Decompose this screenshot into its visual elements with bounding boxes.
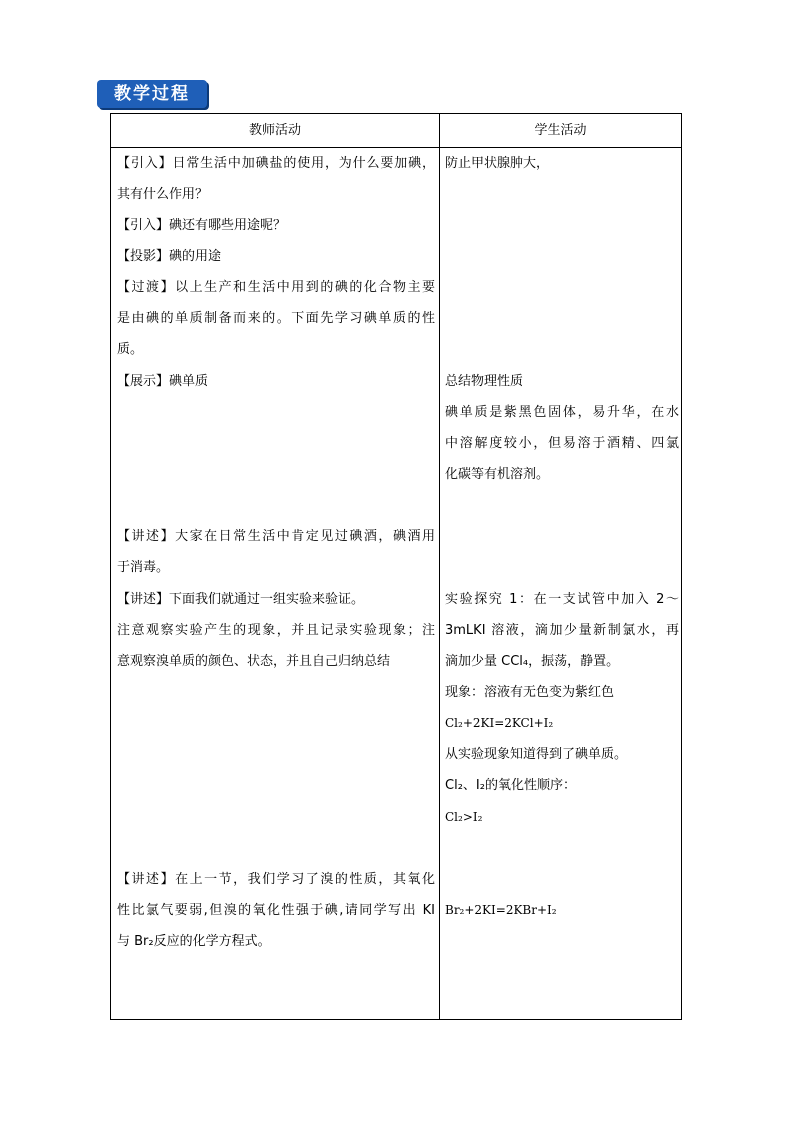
student-equation: Cl₂+2KI=2KCl+I₂ — [445, 716, 554, 730]
teacher-line: 意观察溴单质的颜色、状态，并且自己归纳总结 — [117, 654, 391, 669]
teacher-line: 【展示】碘单质 — [117, 374, 209, 389]
student-line: Cl₂、I₂的氧化性顺序： — [445, 778, 576, 793]
teacher-line: 【讲述】在上一节，我们学习了溴的性质，其氧化 — [117, 872, 435, 887]
student-equation: Br₂+2KI=2KBr+I₂ — [445, 903, 557, 917]
student-line: 实验探究 1：在一支试管中加入 2～ — [445, 592, 679, 607]
student-line: 碘单质是紫黑色固体，易升华，在水 — [445, 405, 679, 420]
student-line: 从实验现象知道得到了碘单质。 — [445, 747, 628, 762]
teacher-line: 【投影】碘的用途 — [117, 249, 222, 264]
student-equation: Cl₂>I₂ — [445, 810, 483, 824]
student-line: 中溶解度较小，但易溶于酒精、四氯 — [445, 436, 679, 451]
student-line: 化碳等有机溶剂。 — [445, 467, 550, 482]
teacher-line: 【引入】碘还有哪些用途呢？ — [117, 218, 287, 233]
teacher-line: 与 Br₂反应的化学方程式。 — [117, 934, 271, 949]
teacher-line: 是由碘的单质制备而来的。下面先学习碘单质的性 — [117, 311, 435, 326]
student-line: 总结物理性质 — [445, 374, 524, 389]
teacher-line: 质。 — [117, 342, 144, 357]
teacher-line: 注意观察实验产生的现象，并且记录实验现象；注 — [117, 623, 435, 638]
teacher-line: 【过渡】以上生产和生活中用到的碘的化合物主要 — [117, 280, 435, 295]
teacher-line: 【引入】日常生活中加碘盐的使用，为什么要加碘， — [117, 156, 435, 171]
teacher-line: 【讲述】大家在日常生活中肯定见过碘酒，碘酒用 — [117, 529, 435, 544]
student-line: 现象：溶液有无色变为紫红色 — [445, 685, 615, 700]
section-title-badge: 教学过程 — [97, 80, 207, 108]
teacher-line: 性比氯气要弱,但溴的氧化性强于碘,请同学写出 KI — [117, 903, 435, 918]
teaching-process-table — [110, 113, 682, 1020]
column-divider — [439, 114, 440, 1019]
teacher-line: 于消毒。 — [117, 560, 170, 575]
header-teacher-activity: 教师活动 — [248, 123, 301, 138]
header-student-activity: 学生活动 — [534, 123, 587, 138]
teacher-line: 【讲述】下面我们就通过一组实验来验证。 — [117, 592, 365, 607]
student-line: 3mLKI 溶液，滴加少量新制氯水，再 — [445, 623, 679, 638]
student-line: 滴加少量 CCl₄，振荡，静置。 — [445, 654, 620, 669]
teacher-line: 其有什么作用？ — [117, 187, 209, 202]
student-line: 防止甲状腺肿大， — [445, 156, 550, 171]
